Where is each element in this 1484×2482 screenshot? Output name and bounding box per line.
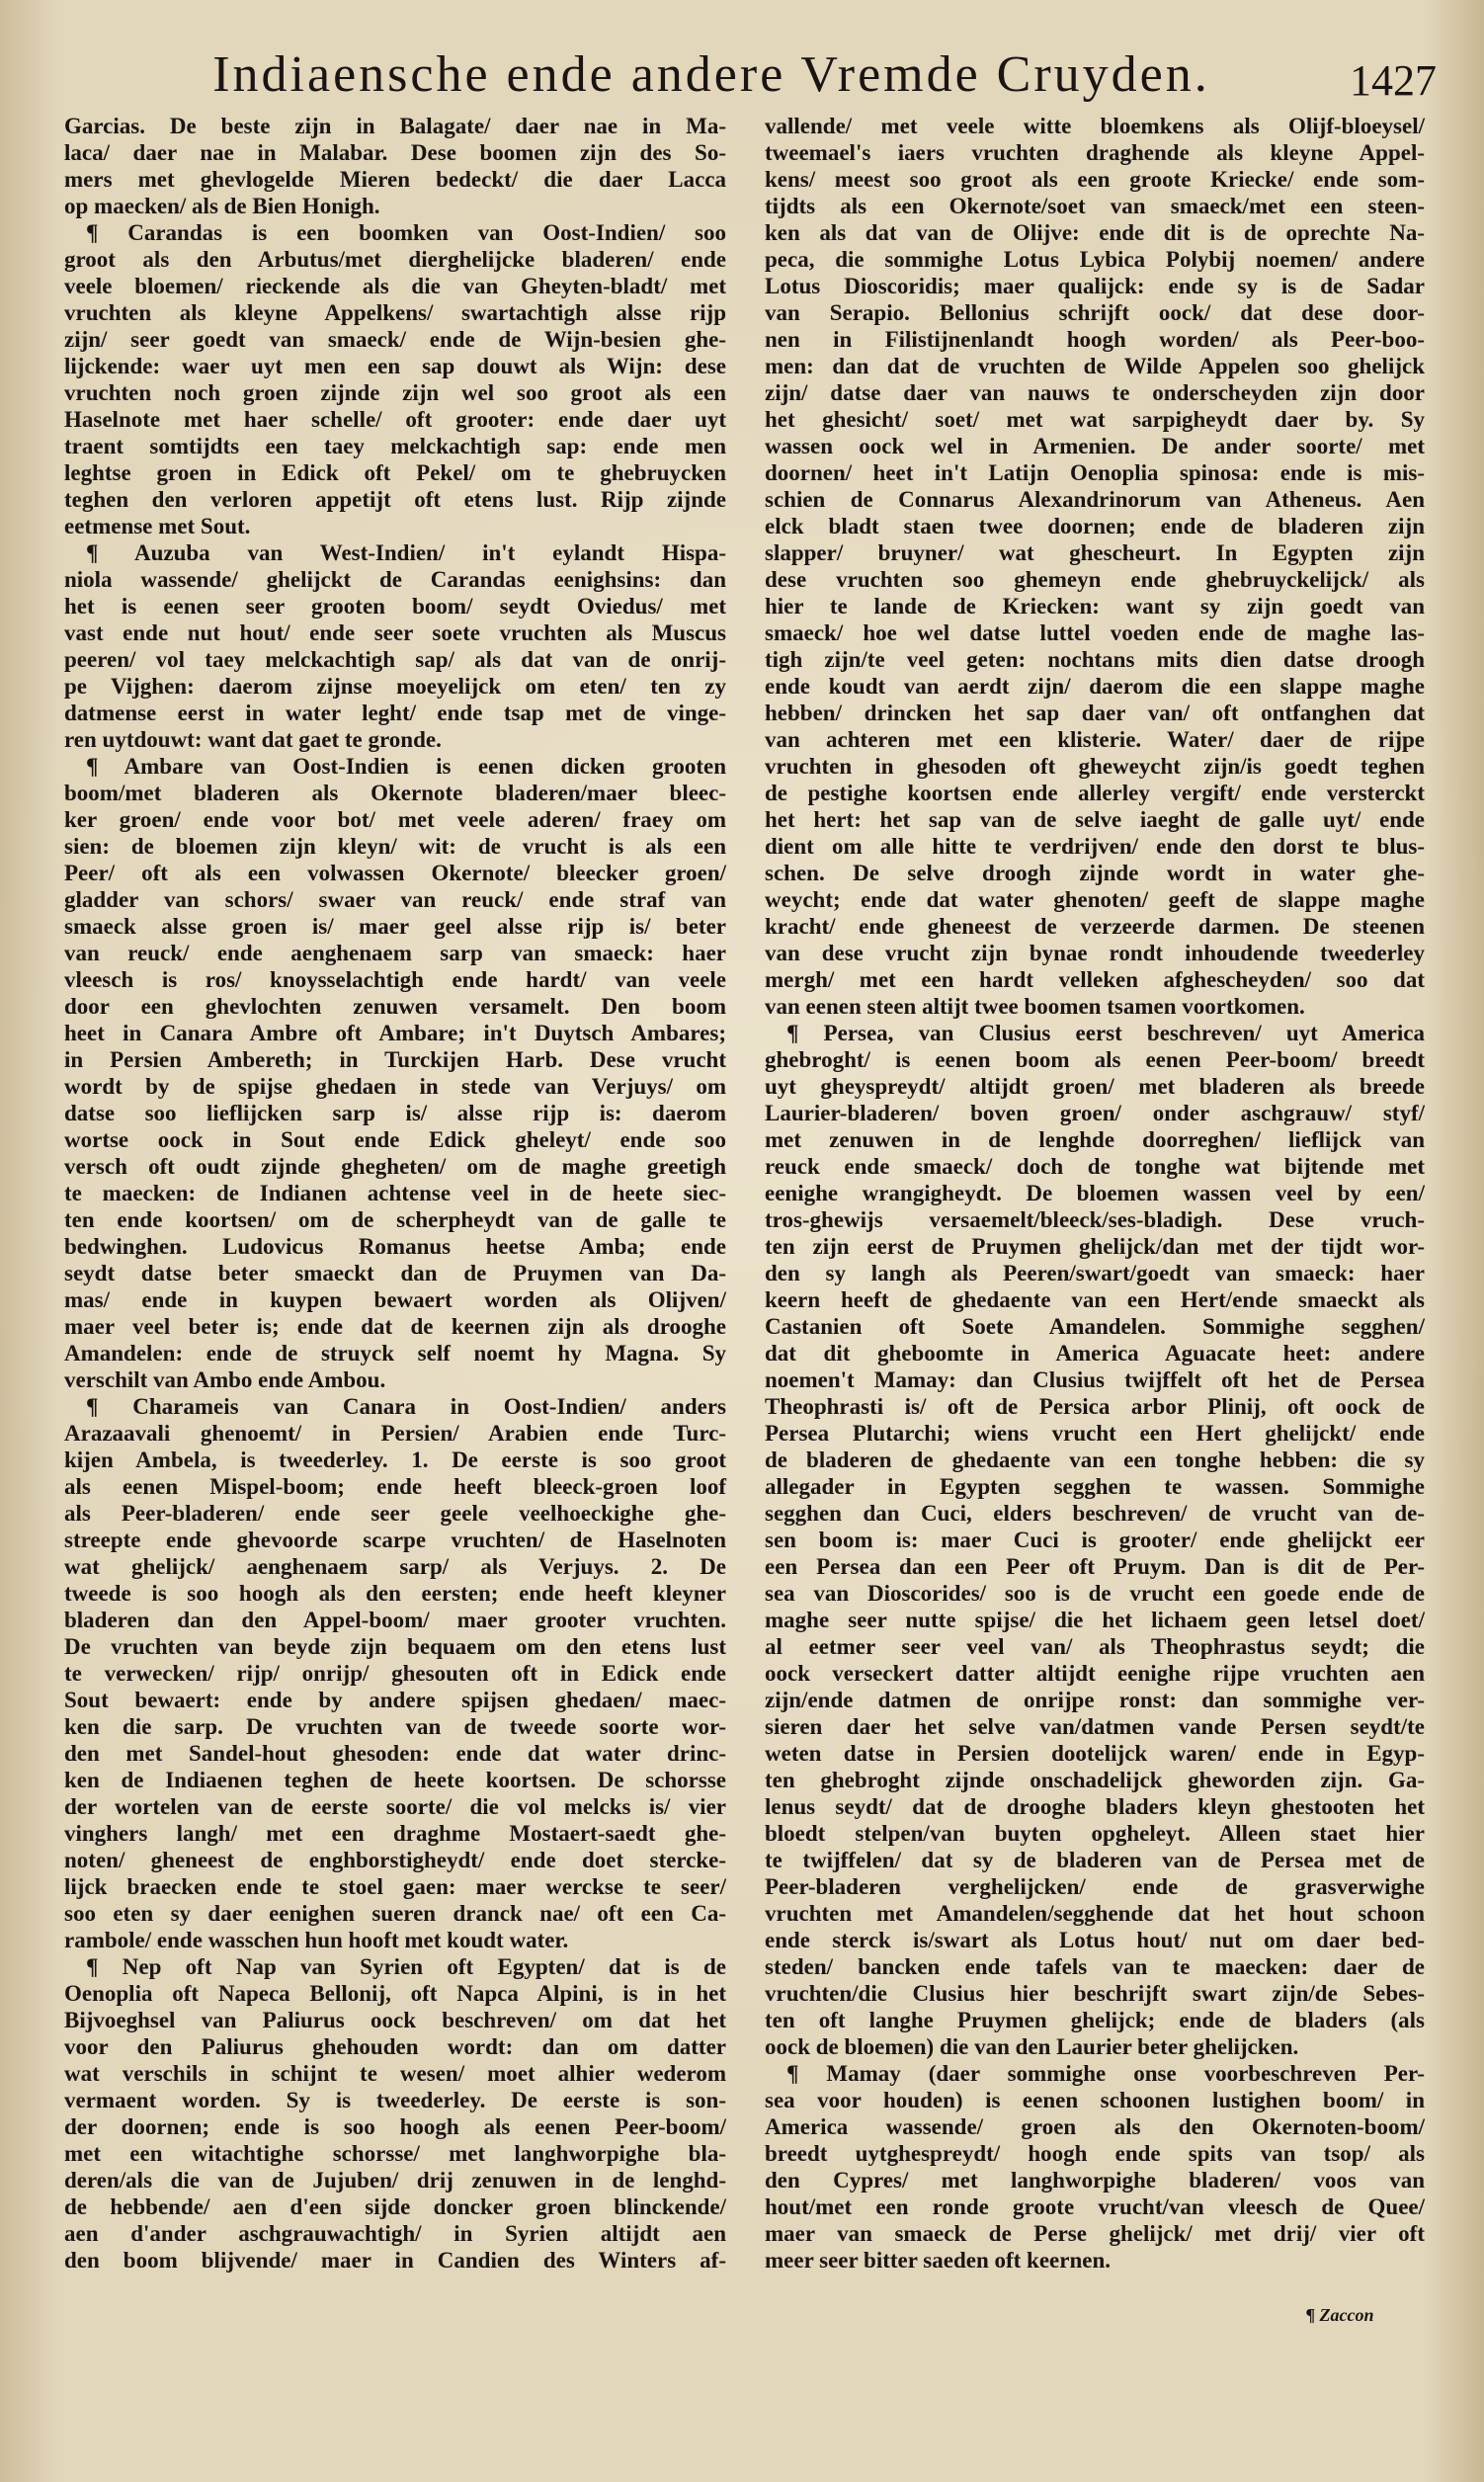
text-line: den Cypres/ met langhworpighe bladeren/ voos van (765, 2168, 1425, 2192)
text-line: bladeren dan den Appel-boom/ maer grooter vruchten. (64, 1608, 726, 1632)
text-line: ghebroght/ is eenen boom als eenen Peer-boom/ breedt (765, 1047, 1425, 1072)
text-line: vruchten/die Clusius hier beschrijft swart zijn/de Sebes- (765, 1981, 1425, 2006)
text-line: ten ende koortsen/ om de scherpheydt van de galle te (64, 1207, 726, 1232)
text-line: der doornen; ende is soo hoogh als eenen Peer-boom/ (64, 2114, 726, 2139)
text-line: tijdts als een Okernote/soet van smaeck/met een steen- (765, 194, 1425, 218)
text-line: kracht/ ende gheneest de verzeerde darmen. De steenen (765, 914, 1425, 939)
text-line: peca, die sommighe Lotus Lybica Polybij noemen/ andere (765, 247, 1425, 272)
text-line: van eenen steen altijt twee boomen tsamen voortkomen. (765, 994, 1305, 1019)
text-line: vruchten in ghesoden oft gheweycht zijn/is goedt teghen (765, 754, 1425, 779)
text-line: ¶ Persea, van Clusius eerst beschreven/ uyt America (786, 1021, 1425, 1045)
text-line: leghtse groen in Edick oft Pekel/ om te ghebruycken (64, 460, 726, 485)
text-line: slapper/ bruyner/ wat ghescheurt. In Egypten zijn (765, 540, 1425, 565)
text-line: de pestighe koortsen ende allerley vergift/ ende versterckt (765, 781, 1425, 805)
text-line: ¶ Mamay (daer sommighe onse voorbeschreven Per- (786, 2061, 1425, 2086)
text-line: wortse oock in Sout ende Edick gheleyt/ ende soo (64, 1127, 726, 1152)
text-line: verschilt van Ambo ende Ambou. (64, 1367, 386, 1392)
text-line: allegader in Egypten segghen te wassen. Sommighe (765, 1474, 1425, 1499)
text-line: lijck braecken ende te stoel gaen: maer werckse te seer/ (64, 1874, 726, 1899)
text-line: van achteren met een klisterie. Water/ daer de rijpe (765, 727, 1425, 752)
text-line: schien de Connarus Alexandrinorum van Atheneus. Aen (765, 487, 1425, 512)
text-line: van reuck/ ende aenghenaem sarp van smaeck: haer (64, 941, 726, 965)
page-number: 1427 (1350, 56, 1437, 105)
text-line: aen d'ander aschgrauwachtigh/ in Syrien altijdt aen (64, 2221, 726, 2246)
text-line: den boom blijvende/ maer in Candien des Winters af- (64, 2248, 726, 2273)
text-line: te twijffelen/ dat sy de bladeren van de Persea met de (765, 1848, 1425, 1872)
text-line: hout/met een ronde groote vrucht/van vleesch de Quee/ (765, 2194, 1425, 2219)
text-line: als eenen Mispel-boom; ende heeft bleeck-groen loof (64, 1474, 726, 1499)
text-line: Oenoplia oft Napeca Bellonij, oft Napca Alpini, is in het (64, 1981, 726, 2006)
text-line: sieren daer het selve van/datmen vande Persen seydt/te (765, 1714, 1425, 1739)
text-line: ¶ Ambare van Oost-Indien is eenen dicken grooten (86, 754, 726, 779)
text-line: oock de bloemen) die van den Laurier beter ghelijcken. (765, 2034, 1299, 2059)
text-line: ¶ Carandas is een boomken van Oost-Indien/ soo (86, 220, 726, 245)
text-line: heet in Canara Ambre oft Ambare; in't Duytsch Ambares; (64, 1021, 726, 1045)
text-line: ¶ Nep oft Nap van Syrien oft Egypten/ dat is de (86, 1954, 726, 1979)
text-line: in Persien Ambereth; in Turckijen Harb. Dese vrucht (64, 1047, 726, 1072)
text-line: peeren/ vol taey melckachtigh sap/ als dat van de onrij- (64, 647, 726, 672)
text-line: vruchten noch groen zijnde zijn wel soo groot als een (64, 380, 726, 405)
text-line: maghe seer nutte spijse/ die het lichaem geen letsel doet/ (765, 1608, 1425, 1632)
text-line: noemen't Mamay: dan Clusius twijffelt oft het de Persea (765, 1367, 1425, 1392)
text-line: ker groen/ ende voor bot/ met veele aderen/ fraey om (64, 807, 726, 832)
text-line: datse soo lieflijcken sarp is/ alsse rijp is: daerom (64, 1101, 726, 1125)
text-line: weycht; ende dat water ghenoten/ geeft de slappe maghe (765, 887, 1425, 912)
text-line: Theophrasti is/ oft de Persica arbor Plinij, oft oock de (765, 1394, 1425, 1419)
text-line: ¶ Auzuba van West-Indien/ in't eylandt Hispa- (86, 540, 726, 565)
text-line: bedwinghen. Ludovicus Romanus heetse Amba; ende (64, 1234, 726, 1259)
text-line: door een ghevlochten zenuwen versamelt. Den boom (64, 994, 726, 1019)
text-line: vermaent worden. Sy is tweederley. De eerste is son- (64, 2088, 726, 2112)
text-line: als Peer-bladeren/ ende seer geele veelhoeckighe ghe- (64, 1501, 726, 1526)
text-line: der wortelen van de eerste soorte/ die vol melcks is/ vier (64, 1794, 726, 1819)
text-line: steden/ bancken ende tafels van te maecken: daer de (765, 1954, 1425, 1979)
text-line: deren/als die van de Jujuben/ drij zenuwen in de lenghd- (64, 2168, 726, 2192)
text-line: zijn/ seer goedt van smaeck/ ende de Wijn-besien ghe- (64, 327, 726, 352)
text-line: oock verseckert datter altijdt eenighe rijpe vruchten aen (765, 1661, 1425, 1686)
text-line: pe Vijghen: daerom zijnse moeyelijck om eten/ ten zy (64, 674, 726, 699)
text-line: het is eenen seer grooten boom/ seydt Oviedus/ met (64, 594, 726, 619)
text-line: streepte ende ghevoorde scarpe vruchten/ de Haselnoten (64, 1528, 726, 1552)
text-line: teghen den verloren appetijt oft etens lust. Rijp zijnde (64, 487, 726, 512)
text-line: seydt datse beter smaeckt dan de Pruymen van Da- (64, 1261, 726, 1285)
text-line: dat dit gheboomte in America Aguacate heet: andere (765, 1341, 1425, 1365)
text-line: ken die sarp. De vruchten van de tweede soorte wor- (64, 1714, 726, 1739)
text-line: vallende/ met veele witte bloemkens als Olijf-bloeysel/ (765, 114, 1425, 138)
text-line: Amandelen: ende de struyck self noemt hy Magna. Sy (64, 1341, 726, 1365)
text-line: bloedt stelpen/van buyten opgheleyt. Alleen staet hier (765, 1821, 1425, 1846)
text-line: vruchten met Amandelen/segghende dat het hout schoon (765, 1901, 1425, 1926)
text-line: Sout bewaert: ende by andere spijsen ghedaen/ maec- (64, 1688, 726, 1712)
text-line: te maecken: de Indianen achtense veel in de heete siec- (64, 1181, 726, 1205)
text-line: wassen oock wel in Armenien. De ander soorte/ met (765, 434, 1425, 458)
text-line: Castanien oft Soete Amandelen. Sommighe segghen/ (765, 1314, 1425, 1339)
text-line: sen boom is: maer Cuci is grooter/ ende ghelijckt eer (765, 1528, 1425, 1552)
text-line: Laurier-bladeren/ boven groen/ onder aschgrauw/ styf/ (765, 1101, 1425, 1125)
text-line: ken de Indiaenen teghen de heete koortsen. De schorsse (64, 1768, 726, 1792)
text-line: mas/ ende in kuypen bewaert worden als Olijven/ (64, 1287, 726, 1312)
text-line: eetmense met Sout. (64, 514, 251, 538)
text-line: wat ghelijck/ aenghenaem sarp/ als Verjuys. 2. De (64, 1554, 726, 1579)
text-line: ten zijn eerst de Pruymen ghelijck/dan met der tijdt wor- (765, 1234, 1425, 1259)
text-line: vleesch is ros/ knoysselachtigh ende hardt/ van veele (64, 967, 726, 992)
text-line: reuck ende smaeck/ doch de tonghe wat bijtende met (765, 1154, 1425, 1179)
page-header-title: Indiaensche ende andere Vremde Cruyden. (212, 46, 1210, 103)
text-line: van Serapio. Bellonius schrijft oock/ dat dese door- (765, 300, 1425, 325)
text-line: vast ende nut hout/ ende seer soete vruchten als Muscus (64, 620, 726, 645)
text-line: kijen Ambela, is tweederley. 1. De eerste is soo groot (64, 1448, 726, 1472)
text-line: al eetmer seer veel van/ als Theophrastus seydt; die (765, 1634, 1425, 1659)
text-line: smaeck/ hoe wel datse luttel voeden ende de maghe las- (765, 620, 1425, 645)
text-line: gladder van schors/ swaer van reuck/ ende straf van (64, 887, 726, 912)
text-line: ende sterck is/swart als Lotus hout/ nut om daer bed- (765, 1928, 1425, 1952)
text-line: wordt by de spijse ghedaen in stede van Verjuys/ om (64, 1074, 726, 1099)
text-line: kens/ meest soo groot als een groote Kriecke/ ende som- (765, 167, 1425, 192)
text-line: voor den Paliurus ghehouden wordt: dan om datter (64, 2034, 726, 2059)
text-line: Peer/ oft als een volwassen Okernote/ bleecker groen/ (64, 861, 726, 885)
text-line: Arazaavali ghenoemt/ in Persien/ Arabien ende Turc- (64, 1421, 726, 1446)
text-line: zijn/ende datmen de onrijpe ronst: dan sommighe ver- (765, 1688, 1425, 1712)
text-line: van dese vrucht zijn bynae rondt inhoudende tweederley (765, 941, 1425, 965)
text-line: dient om alle hitte te verdrijven/ ende den dorst te blus- (765, 834, 1425, 859)
text-line: doornen/ heet in't Latijn Oenoplia spinosa: ende is mis- (765, 460, 1425, 485)
text-line: de hebbende/ aen d'een sijde doncker groen blinckende/ (64, 2194, 726, 2219)
text-line: rambole/ ende wasschen hun hooft met koudt water. (64, 1928, 569, 1952)
text-line: vruchten als kleyne Appelkens/ swartachtigh alsse rijp (64, 300, 726, 325)
text-line: zijn/ datse daer van nauws te onderscheyden zijn door (765, 380, 1425, 405)
text-line: Garcias. De beste zijn in Balagate/ daer nae in Ma- (64, 114, 726, 138)
text-line: uyt gheyspreydt/ altijdt groen/ met bladeren als breede (765, 1074, 1425, 1099)
text-line: niola wassende/ ghelijckt de Carandas eenighsins: dan (64, 567, 726, 592)
text-line: een Persea dan een Peer oft Pruym. Dan is dit de Per- (765, 1554, 1425, 1579)
text-line: mergh/ met een hardt velleken afghescheyden/ soo dat (765, 967, 1425, 992)
catchword: ¶ Zaccon (1306, 2305, 1374, 2325)
text-line: nen in Filistijnenlandt hoogh worden/ als Peer-boo- (765, 327, 1425, 352)
text-line: elck bladt staen twee doornen; ende de bladeren zijn (765, 514, 1425, 538)
text-line: ten oft langhe Pruymen ghelijck; ende de bladers (als (765, 2008, 1425, 2032)
text-line: maer van smaeck de Perse ghelijck/ met drij/ vier oft (765, 2221, 1425, 2246)
text-line: datmense eerst in water leght/ ende tsap met de vinge- (64, 701, 726, 725)
text-line: eenighe wrangigheydt. De bloemen wassen veel by een/ (765, 1181, 1425, 1205)
text-line: breedt uytghespreydt/ hoogh ende spits van tsop/ als (765, 2141, 1425, 2166)
text-line: Persea Plutarchi; wiens vrucht een Hert ghelijckt/ ende (765, 1421, 1425, 1446)
text-line: traent somtijdts een taey melckachtigh sap: ende men (64, 434, 726, 458)
text-line: soo eten sy daer eenighen sueren dranck nae/ oft een Ca- (64, 1901, 726, 1926)
text-line: America wassende/ groen als den Okernoten-boom/ (765, 2114, 1425, 2139)
text-line: den sy langh als Peeren/swart/goedt van smaeck: haer (765, 1261, 1425, 1285)
text-line: ten ghebroght zijnde onschadelijck gheworden zijn. Ga- (765, 1768, 1425, 1792)
text-line: versch oft oudt zijnde ghegheten/ om de maghe greetigh (64, 1154, 726, 1179)
text-line: veele bloemen/ rieckende als die van Gheyten-bladt/ met (64, 274, 726, 298)
text-line: vinghers langh/ met een draghme Mostaert-saedt ghe- (64, 1821, 726, 1846)
text-line: sien: de bloemen zijn kleyn/ wit: de vrucht is als een (64, 834, 726, 859)
text-line: smaeck alsse groen is/ maer geel alsse rijp is/ beter (64, 914, 726, 939)
text-line: te verwecken/ rijp/ onrijp/ ghesouten oft in Edick ende (64, 1661, 726, 1686)
text-line: weten datse in Persien dootelijck waren/ ende in Egyp- (765, 1741, 1425, 1766)
right-text-column (765, 113, 1425, 2274)
text-line: segghen dan Cuci, elders beschreven/ de vrucht van de- (765, 1501, 1425, 1526)
text-line: noten/ gheneest de enghborstigheydt/ ende doet stercke- (64, 1848, 726, 1872)
text-line: den met Sandel-hout ghesoden: ende dat water drinc- (64, 1741, 726, 1766)
text-line: groot als den Arbutus/met dierghelijcke bladeren/ ende (64, 247, 726, 272)
text-line: op maecken/ als de Bien Honigh. (64, 194, 380, 218)
text-line: mers met ghevlogelde Mieren bedeckt/ die daer Lacca (64, 167, 726, 192)
text-line: lijckende: waer uyt men een sap douwt als Wijn: dese (64, 354, 726, 378)
text-line: sea van Dioscorides/ soo is de vrucht een goede ende de (765, 1581, 1425, 1606)
text-line: sea voor houden) is eenen schoonen lustighen boom/ in (765, 2088, 1425, 2112)
text-line: Bijvoeghsel van Paliurus oock beschreven/ om dat het (64, 2008, 726, 2032)
text-line: ¶ Charameis van Canara in Oost-Indien/ anders (86, 1394, 726, 1419)
text-line: men: dan dat de vruchten de Wilde Appelen soo ghelijck (765, 354, 1425, 378)
text-line: Haselnote met haer schelle/ oft grooter: ende daer uyt (64, 407, 726, 432)
text-line: dese vruchten soo ghemeyn ende ghebruyckelijck/ als (765, 567, 1425, 592)
text-line: Peer-bladeren verghelijcken/ ende de grasverwighe (765, 1874, 1425, 1899)
text-line: tros-ghewijs versaemelt/bleeck/ses-bladigh. Dese vruch- (765, 1207, 1425, 1232)
text-line: laca/ daer nae in Malabar. Dese boomen zijn des So- (64, 140, 726, 165)
text-line: tweede is soo hoogh als den eersten; ende heeft kleyner (64, 1581, 726, 1606)
text-line: De vruchten van beyde zijn bequaem om den etens lust (64, 1634, 726, 1659)
text-line: maer veel beter is; ende dat de keernen zijn als drooghe (64, 1314, 726, 1339)
text-line: meer seer bitter saeden oft keernen. (765, 2248, 1112, 2273)
text-line: ende koudt van aerdt zijn/ daerom die een slappe maghe (765, 674, 1425, 699)
text-line: ken als dat van de Olijve: ende dit is de oprechte Na- (765, 220, 1425, 245)
text-line: met een witachtighe schorsse/ met langhworpighe bla- (64, 2141, 726, 2166)
text-line: boom/met bladeren als Okernote bladeren/maer bleec- (64, 781, 726, 805)
text-line: met zenuwen in de lenghde doorreghen/ lieflijck van (765, 1127, 1425, 1152)
text-line: het hert: het sap van de selve iaeght de galle uyt/ ende (765, 807, 1425, 832)
text-line: het ghesicht/ soet/ met wat sarpigheydt daer by. Sy (765, 407, 1425, 432)
text-line: keern heeft de ghedaente van een Hert/ende smaeckt als (765, 1287, 1425, 1312)
text-line: schen. De selve droogh zijnde wordt in water ghe- (765, 861, 1425, 885)
text-line: lenus seydt/ dat de drooghe bladers kleyn ghestooten het (765, 1794, 1425, 1819)
left-text-column (64, 113, 726, 2274)
text-line: de bladeren de ghedaente van een tonghe hebben: die sy (765, 1448, 1425, 1472)
text-line: tweemael's iaers vruchten draghende als kleyne Appel- (765, 140, 1425, 165)
text-line: tigh zijn/te veel geten: nochtans mits dien datse droogh (765, 647, 1425, 672)
text-line: wat verschils in schijnt te wesen/ moet alhier wederom (64, 2061, 726, 2086)
text-line: ren uytdouwt: want dat gaet te gronde. (64, 727, 442, 752)
text-line: Lotus Dioscoridis; maer qualijck: ende sy is de Sadar (765, 274, 1425, 298)
text-line: hier te lande de Kriecken: want sy zijn goedt van (765, 594, 1425, 619)
text-line: hebben/ drincken het sap daer van/ oft ontfanghen dat (765, 701, 1425, 725)
